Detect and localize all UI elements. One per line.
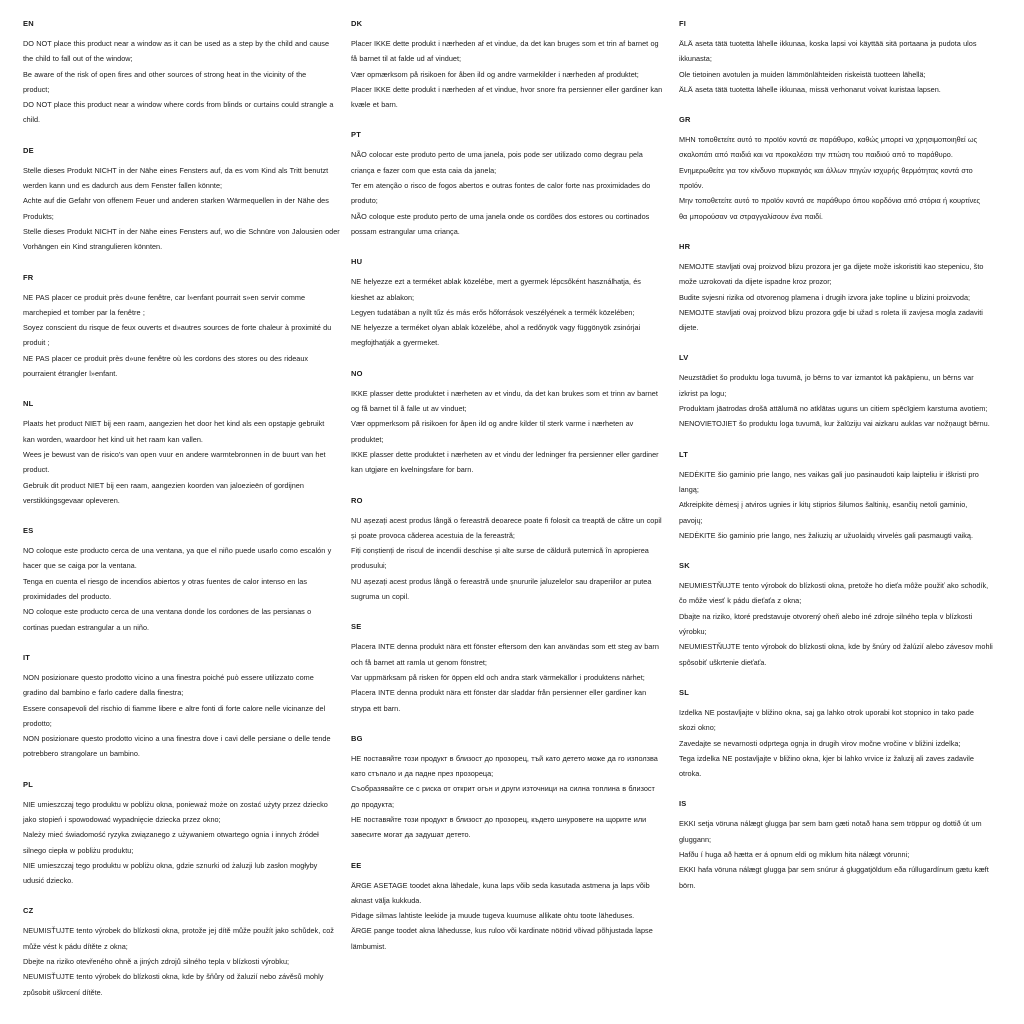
language-section-no	[351, 368, 679, 478]
warning-text-line: și poate provoca căderea acestuia de la fereastră;	[351, 530, 515, 540]
warning-text-line: Izdelka NE postavljajte v bližino okna, saj ga lahko otrok uporabi kot stopnico in tako pade	[679, 707, 974, 717]
warning-text-line: kan utgjøre en kvelningsfare for barn.	[351, 465, 474, 475]
warning-text-line: Placera INTE denna produkt nära ett fönster eftersom den kan användas som ett steg av barn	[351, 642, 659, 652]
warning-text-line: pourraient étrangler l»enfant.	[23, 369, 118, 379]
warning-text-line: udusić dziecko.	[23, 876, 74, 886]
language-section-ro	[351, 495, 679, 605]
language-code: GR	[679, 115, 691, 125]
warning-text-line: Legyen tudatában a nyílt tűz és más erős hőforrások veszélyének a termék közelében;	[351, 307, 635, 317]
language-code: LT	[679, 449, 689, 459]
warning-text-line: proximidades del producto.	[23, 592, 112, 602]
language-code: IS	[679, 799, 687, 809]
warning-text-line: завесите могат да задушат детето.	[351, 830, 471, 840]
warning-text-line: pavojų;	[679, 515, 703, 525]
warning-text-line: strypa ett barn.	[351, 703, 401, 713]
warning-text-line: få barnet til at falde ud af vinduet;	[351, 54, 462, 64]
warning-text-line: NE helyezze a terméket olyan ablak közelébe, ahol a redőnyök vagy függönyök zsinórjai	[351, 323, 641, 333]
warning-text-line: НЕ поставяйте този продукт в близост до прозорец, където шнуровете на щорите или	[351, 814, 647, 824]
warning-text-line: Vær oppmerksom på risikoen for åpen ild og andre kilder til sterk varme i nærheten av	[351, 419, 634, 429]
warning-text-line: child.	[23, 115, 41, 125]
warning-text-line: Achte auf die Gefahr von offenem Feuer und anderen starken Wärmequellen in der Nähe des	[23, 196, 329, 206]
language-section-de	[23, 145, 351, 255]
column-left	[23, 18, 351, 1024]
language-section-es	[23, 525, 351, 635]
warning-text-line: produsului;	[351, 561, 387, 571]
warning-text-line: Fiți conștienți de riscul de incendii deschise și alte surse de căldură puternică în apropierea	[351, 546, 649, 556]
warning-text-line: IKKE plasser dette produktet i nærheten av et vindu der ledninger fra persienner eller gardiner	[351, 449, 659, 459]
warning-text-line: dijete.	[679, 323, 699, 333]
language-code: FR	[23, 272, 34, 282]
warning-text-line: prodotto;	[23, 718, 52, 728]
warning-text-line: Gebruik dit product NIET bij een raam, aangezien koorden van jaloezieën of gordijnen	[23, 480, 304, 490]
warning-text-line: Placera INTE denna produkt nära ett fönster där sladdar från persienner eller gardiner kan	[351, 688, 647, 698]
language-section-en	[23, 18, 351, 128]
language-section-hu	[351, 256, 679, 350]
language-section-is	[679, 798, 1007, 892]
warning-text-line: NON posizionare questo prodotto vicino a una finestra dove i cavi delle persiane o delle tende	[23, 734, 331, 744]
language-section-fi	[679, 18, 1007, 97]
language-section-sk	[679, 560, 1007, 670]
language-section-bg	[351, 733, 679, 843]
warning-text-line: NEUMISŤUJTE tento výrobek do blízkosti okna, protože jej dítě může použít jako schůdek, což	[23, 926, 334, 936]
warning-text-line: NU așezați acest produs lângă o fereastră deoarece poate fi folosit ca treaptă de către un copil	[351, 515, 662, 525]
warning-text-line: börn.	[679, 880, 696, 890]
warning-text-line: werden kann und es dadurch aus dem Fenster fallen könnte;	[23, 181, 223, 191]
language-code: ES	[23, 526, 34, 536]
warning-text-line: ΜΗΝ τοποθετείτε αυτό το προϊόν κοντά σε παράθυρο, καθώς μπορεί να χρησιμοποιηθεί ως	[679, 135, 978, 145]
warning-text-line: NE PAS placer ce produit près d»une fenêtre où les cordons des stores ou des rideaux	[23, 353, 309, 363]
warning-text-line: NEUMISŤUJTE tento výrobek do blízkosti okna, kde by šňůry od žaluzií nebo závěsů mohly	[23, 972, 324, 982]
warning-text-line: gluggann;	[679, 834, 712, 844]
warning-text-line: může vést k pádu dítěte z okna;	[23, 941, 128, 951]
language-code: IT	[23, 652, 31, 662]
warning-text-line: Ole tietoinen avotulen ja muiden lämmönlähteiden riskeistä tuotteen lähellä;	[679, 69, 926, 79]
language-code: EN	[23, 19, 34, 28]
warning-text-line: Var uppmärksam på risken för öppen eld och andra stark värmekällor i produktens närhet;	[351, 672, 645, 682]
language-code: DK	[351, 19, 363, 28]
warning-text-line: ÄRGE ASETAGE toodet akna lähedale, kuna laps võib seda kasutada astmena ja laps võib	[351, 880, 650, 890]
warning-text-line: čo môže viesť k pádu dieťaťa z okna;	[679, 596, 802, 606]
language-section-dk	[351, 18, 679, 112]
warning-text-line: Tenga en cuenta el riesgo de incendios abiertos y otras fuentes de calor intenso en las	[23, 576, 307, 586]
language-code: SL	[679, 687, 689, 697]
language-section-pt	[351, 129, 679, 239]
warning-text-line: Plaats het product NIET bij een raam, aangezien het door het kind als een opstapje gebruikt	[23, 419, 325, 429]
warning-text-line: NÃO colocar este produto perto de uma janela, pois pode ser utilizado como degrau pela	[351, 150, 643, 160]
language-code: HU	[351, 257, 363, 267]
warning-text-line: Produkts;	[23, 211, 54, 221]
warning-text-line: NE PAS placer ce produit près d»une fenêtre, car l»enfant pourrait s»en servir comme	[23, 292, 305, 302]
warning-text-line: НЕ поставяйте този продукт в близост до прозорец, тъй като детето може да го използва	[351, 753, 658, 763]
warning-text-line: Hafðu í huga að hætta er á opnum eldi og miklum hita nálægt vörunni;	[679, 849, 910, 859]
warning-text-line: DO NOT place this product near a window where cords from blinds or curtains could strangle a	[23, 100, 334, 110]
warning-text-line: Be aware of the risk of open fires and other sources of strong heat in the vicinity of the	[23, 69, 307, 79]
warning-text-line: product;	[23, 84, 50, 94]
warning-text-line: Atkreipkite dėmesį į atviros ugnies ir kitų stiprios šilumos šaltinių, esančių netoli gaminio,	[679, 500, 968, 510]
language-section-gr	[679, 114, 1007, 224]
warning-text-line: EKKI hafa vöruna nálægt glugga þar sem snúrur á gluggatjöldum eða rúllugardínum gætu kæft	[679, 865, 989, 875]
language-code: RO	[351, 495, 363, 505]
warning-text-line: hacer que se caiga por la ventana.	[23, 561, 137, 571]
warning-text-line: spôsobiť uškrtenie dieťaťa.	[679, 657, 767, 667]
warning-text-line: lämbumist.	[351, 941, 387, 951]
warning-text-line: σκαλοπάτι από παιδιά και να προκαλέσει την πτώση του παιδιού από το παράθυρο.	[679, 150, 953, 160]
warning-text-line: NU așezați acest produs lângă o fereastră unde șnururile jaluzelelor sau draperiilor ar putea	[351, 576, 652, 586]
language-code: BG	[351, 733, 363, 743]
language-section-cz	[23, 905, 351, 999]
language-code: SK	[679, 561, 690, 571]
warning-text-line: produit ;	[23, 338, 50, 348]
language-code: PL	[23, 779, 33, 789]
language-code: FI	[679, 19, 687, 28]
warning-text-line: NO coloque este producto cerca de una ventana, ya que el niño puede usarlo como escalón y	[23, 546, 332, 556]
warning-text-line: NEDĖKITE šio gaminio prie lango, nes vaikas gali juo pasinaudoti kaip laipteliu ir iškristi pro	[679, 469, 979, 479]
warning-text-line: Tega izdelka NE postavljajte v bližino okna, kjer bi lahko vrvice iz žaluzij ali zaves zadavile	[679, 753, 974, 763]
language-section-fr	[23, 272, 351, 382]
language-code: NL	[23, 399, 34, 409]
warning-text-line: výrobku;	[679, 627, 707, 637]
warning-text-line: ÄRGE pange toodet akna lähedusse, kus ruloo või kardinate nöörid võivad põhjustada lapse	[351, 926, 653, 936]
warning-text-line: Ter em atenção o risco de fogos abertos e outras fontes de calor forte nas proximidades do	[351, 181, 651, 191]
warning-text-line: criança e fazer com que esta caia da janela;	[351, 165, 497, 175]
language-section-lv	[679, 352, 1007, 431]
warning-text-line: NO coloque este producto cerca de una ventana donde los cordones de las persianas o	[23, 607, 312, 617]
warning-text-line: skozi okno;	[679, 723, 716, 733]
language-code: SE	[351, 622, 362, 632]
warning-text-line: kan worden, waardoor het kind uit het raam kan vallen.	[23, 434, 203, 444]
warning-text-line: verstikkingsgevaar opleveren.	[23, 495, 120, 505]
warning-text-line: Μην τοποθετείτε αυτό το προϊόν κοντά σε παράθυρο όπου κορδόνια από στόρια ή κουρτίνες	[679, 196, 981, 206]
warning-text-line: NEUMIESTŇUJTE tento výrobok do blízkosti okna, pretože ho dieťa môže použiť ako schodík,	[679, 581, 989, 591]
warning-text-line: produktet;	[351, 434, 384, 444]
warning-text-line: Stelle dieses Produkt NICHT in der Nähe eines Fensters auf, wo die Schnüre von Jalousien oder	[23, 226, 340, 236]
warning-text-line: IKKE plasser dette produktet i nærheten av et vindu, da det kan brukes som et trinn av barnet	[351, 388, 658, 398]
warning-text-line: och få barnet att ramla ut genom fönstret;	[351, 657, 487, 667]
warning-text-line: Należy mieć świadomość ryzyka związanego z używaniem otwartego ognia i innych źródeł	[23, 830, 319, 840]
language-code: LV	[679, 353, 689, 363]
language-code: NO	[351, 368, 363, 378]
language-section-ee	[351, 860, 679, 954]
language-section-lt	[679, 449, 1007, 543]
warning-text-line: Produktam jāatrodas drošā attālumā no atklātas uguns un citiem spēcīgiem karstuma avotiem;	[679, 404, 988, 414]
warning-text-line: NE helyezze ezt a terméket ablak közelébe, mert a gyermek lépcsőként használhatja, és	[351, 277, 641, 287]
warning-text-line: до продукта;	[351, 799, 395, 809]
language-code: PT	[351, 130, 361, 140]
warning-text-line: θα μπορούσαν να στραγγαλίσουν ένα παιδί.	[679, 211, 823, 221]
warning-text-line: izkrist pa logu;	[679, 388, 727, 398]
language-section-it	[23, 652, 351, 762]
warning-text-line: NEDĖKITE šio gaminio prie lango, nes žaliuzių ar užuolaidų virvelės gali pasmaugti vaiką.	[679, 530, 973, 540]
warning-text-line: NÃO coloque este produto perto de uma janela onde os cordões dos estores ou cortinados	[351, 211, 650, 221]
warning-text-line: DO NOT place this product near a window as it can be used as a step by the child and cause	[23, 39, 330, 48]
warning-text-line: Budite svjesni rizika od otvorenog plamena i drugih izvora jake topline u blizini proizvoda;	[679, 292, 971, 302]
warning-text-line: silnego ciepła w pobliżu produktu;	[23, 845, 134, 855]
warning-text-line: způsobit uškrcení dítěte.	[23, 987, 103, 997]
warning-text-line: og få barnet til å falle ut av vinduet;	[351, 404, 467, 414]
language-section-hr	[679, 241, 1007, 335]
warning-text-line: EKKI setja vöruna nálægt glugga þar sem barn gæti notað hana sem tröppur og dottið út um	[679, 819, 982, 829]
warning-text-line: Stelle dieses Produkt NICHT in der Nähe eines Fensters auf, da es vom Kind als Tritt benutzt	[23, 165, 329, 175]
warning-text-line: potrebbero strangolare un bambino.	[23, 749, 140, 759]
warning-text-line: NENOVIETOJIET šo produktu loga tuvumā, kur žalūziju vai aizkaru auklas var nožņaugt bērnu.	[679, 419, 990, 429]
warning-text-line: Pidage silmas lahtiste leekide ja muude tugeva kuumuse allikate ohtu toote lähedusеs.	[351, 911, 635, 921]
warning-text-line: Placer IKKE dette produkt i nærheden af et vindue, hvor snore fra persienner eller gardiner kan	[351, 84, 663, 94]
warning-text-line: Zavedajte se nevarnosti odprtega ognja in drugih virov močne vročine v bližini izdelka;	[679, 738, 961, 748]
warning-text-line: kvæle et barn.	[351, 100, 398, 110]
warning-text-line: Neuzstādiet šo produktu loga tuvumā, jo bērns to var izmantot kā pakāpienu, un bērns var	[679, 373, 974, 383]
warning-text-line: ÄLÄ aseta tätä tuotetta lähelle ikkunaa, missä verhonarut voivat kuristaa lapsen.	[679, 84, 941, 94]
warning-text-line: NIE umieszczaj tego produktu w pobliżu okna, ponieważ może on zostać użyty przez dziecko	[23, 799, 328, 809]
warning-text-line: langą;	[679, 484, 699, 494]
warning-text-line: Vorhängen ein Kind strangulieren könnten.	[23, 242, 163, 252]
warning-text-line: Dbejte na riziko otevřeného ohně a jiných zdrojů silného tepla v blízkosti výrobku;	[23, 957, 290, 967]
warning-text-line: gradino dal bambino e farlo cadere dalla finestra;	[23, 688, 184, 698]
warning-text-line: Dbajte na riziko, ktoré predstavuje otvorený oheň alebo iné zdroje silného tepla v blízkosti	[679, 611, 973, 621]
language-section-se	[351, 621, 679, 715]
language-code: EE	[351, 860, 362, 870]
warning-text-line: Ενημερωθείτε για τον κίνδυνο πυρκαγιάς και άλλων πηγών ισχυρής θερμότητας κοντά στο	[679, 165, 973, 175]
column-middle	[351, 18, 679, 1024]
warning-text-line: προϊόν.	[679, 181, 704, 191]
warning-text-line: Съобразявайте се с риска от открит огън и други източници на силна топлина в близост	[351, 784, 655, 794]
warning-text-line: aknast välja kukkuda.	[351, 895, 422, 905]
warning-text-line: possam estrangular uma criança.	[351, 226, 460, 236]
warning-text-line: cortinas puedan estrangular a un niño.	[23, 622, 150, 632]
warning-text-line: NEUMIESTŇUJTE tento výrobok do blízkosti okna, kde by šnúry od žalúzií alebo závesov mohli	[679, 642, 993, 652]
warning-text-line: Soyez conscient du risque de feux ouverts et d»autres sources de forte chaleur à proximité du	[23, 323, 332, 333]
warning-text-line: otroka.	[679, 769, 702, 779]
warning-text-line: kieshet az ablakon;	[351, 292, 415, 302]
warning-text-line: NIE umieszczaj tego produktu w pobliżu okna, gdzie sznurki od żaluzji lub zasłon mogłyby	[23, 860, 318, 870]
warning-text-line: NEMOJTE stavljati ovaj proizvod blizu prozora gdje bi užad s roleta ili zavjesa mogla zadaviti	[679, 307, 983, 317]
language-code: DE	[23, 145, 34, 155]
warning-text-line: product.	[23, 465, 50, 475]
warning-text-line: produto;	[351, 196, 378, 206]
language-code: HR	[679, 241, 691, 251]
warning-text-line: ikkunasta;	[679, 54, 712, 64]
warning-text-line: može uzrokovati da dijete ispadne kroz prozor;	[679, 277, 832, 287]
column-right	[679, 18, 1007, 1024]
language-section-nl	[23, 398, 351, 508]
language-section-sl	[679, 687, 1007, 781]
language-code: CZ	[23, 906, 34, 916]
warning-text-line: megfojthatják a gyermeket.	[351, 338, 440, 348]
warning-text-line: NEMOJTE stavljati ovaj proizvod blizu prozora jer ga dijete može iskoristiti kao stepenicu, što	[679, 261, 984, 271]
warning-text-line: the child to fall out of the window;	[23, 54, 133, 64]
warning-text-line: като стъпало и да падне през прозореца;	[351, 769, 494, 779]
warning-text-line: Wees je bewust van de risico's van open vuur en andere warmtebronnen in de buurt van het	[23, 449, 326, 459]
warning-text-line: Essere consapevoli del rischio di fiamme libere e altre fonti di forte calore nelle vicinanze del	[23, 703, 326, 713]
language-section-pl	[23, 779, 351, 889]
warning-text-line: jako stopień i spowodować wypadnięcie dziecka przez okno;	[23, 814, 221, 824]
warning-text-line: ÄLÄ aseta tätä tuotetta lähelle ikkunaa, koska lapsi voi käyttää sitä portaana ja pudota ulos	[679, 39, 977, 48]
warning-text-line: marchepied et tomber par la fenêtre ;	[23, 307, 145, 317]
warning-text-line: Placer IKKE dette produkt i nærheden af et vindue, da det kan bruges som et trin af barnet og	[351, 39, 659, 48]
warning-text-line: sugruma un copil.	[351, 592, 410, 602]
warning-text-line: Vær opmærksom på risikoen for åben ild og andre varmekilder i nærheden af produktet;	[351, 69, 639, 79]
warning-text-line: NON posizionare questo prodotto vicino a una finestra poiché può essere utilizzato come	[23, 672, 314, 682]
